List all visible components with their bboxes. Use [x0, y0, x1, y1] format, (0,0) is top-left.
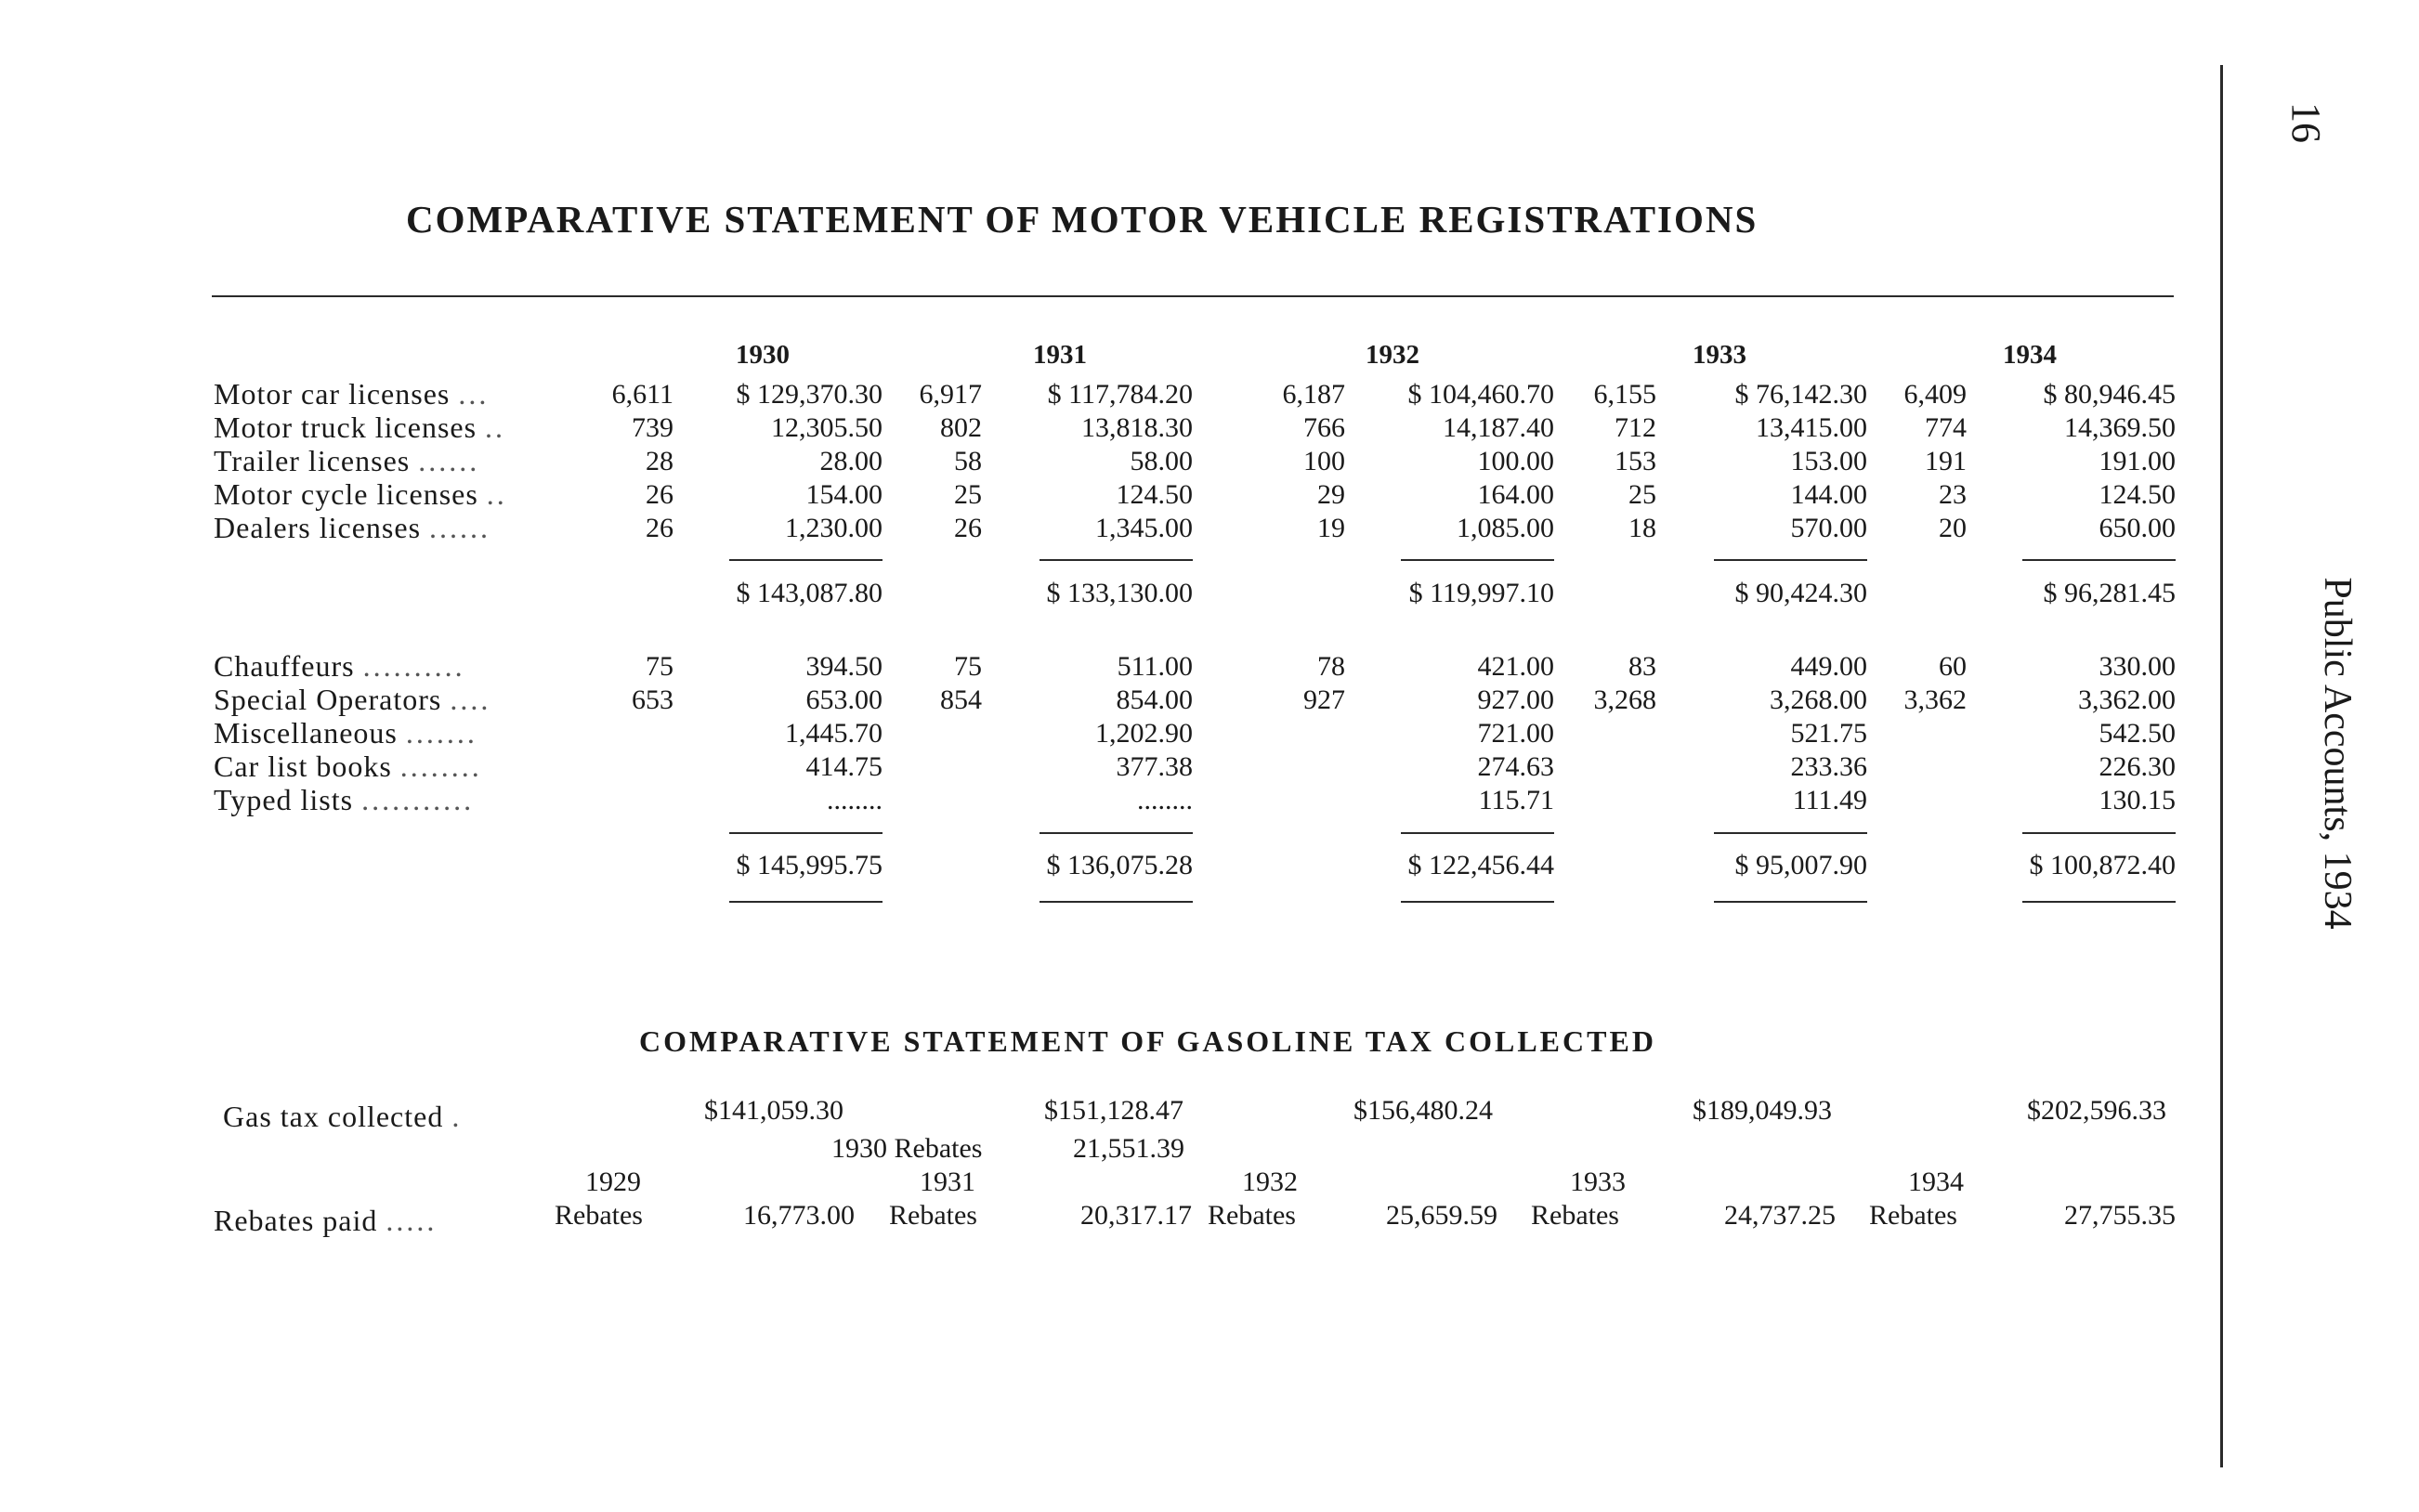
amount-cell: $ 117,784.20: [1047, 379, 1193, 410]
rebate-year: 1929: [585, 1167, 641, 1197]
amount-cell: 653.00: [805, 684, 883, 715]
gas-collected-cell: $141,059.30: [704, 1095, 843, 1126]
count-cell: 6,917: [919, 379, 982, 410]
count-cell: 153: [1615, 446, 1656, 476]
double-rule: [2022, 901, 2176, 903]
amount-cell: 154.00: [805, 479, 883, 510]
rebates-word: Rebates: [1531, 1200, 1619, 1231]
row-label-text: Motor truck licenses: [214, 411, 477, 444]
amount-cell: 1,345.00: [1095, 513, 1193, 543]
title-rule: [212, 295, 2174, 297]
row-label: [214, 651, 465, 681]
gas-collected-cell: $202,596.33: [2027, 1095, 2166, 1126]
count-cell: 25: [954, 479, 982, 510]
amount-cell: 28.00: [819, 446, 883, 476]
row-label-text: Chauffeurs: [214, 649, 355, 683]
amount-cell: 14,369.50: [2064, 412, 2176, 443]
row-label-leader: ...: [458, 377, 490, 411]
count-cell: 191: [1925, 446, 1967, 476]
amount-cell: $ 104,460.70: [1407, 379, 1554, 410]
row-label: [214, 446, 479, 476]
rebates-1930-label: 1930 Rebates: [831, 1133, 983, 1164]
rebate-amount: 16,773.00: [743, 1200, 855, 1231]
total-cell: $ 100,872.40: [2029, 850, 2176, 880]
total-rule: [1401, 832, 1554, 834]
rebate-year: 1932: [1242, 1167, 1298, 1197]
amount-cell: $ 80,946.45: [2043, 379, 2176, 410]
row-label: [214, 785, 474, 815]
rebate-amount: 25,659.59: [1386, 1200, 1497, 1231]
amount-cell: ........: [827, 785, 883, 815]
row-label-text: Motor car licenses: [214, 377, 451, 411]
gasoline-title: COMPARATIVE STATEMENT OF GASOLINE TAX COLLECTED: [639, 1024, 1656, 1058]
subtotal-cell: $ 90,424.30: [1734, 578, 1867, 608]
rebates-word: Rebates: [555, 1200, 643, 1231]
amount-cell: 414.75: [805, 751, 883, 782]
total-rule: [1040, 832, 1193, 834]
amount-cell: 1,445.70: [785, 718, 883, 749]
amount-cell: 1,085.00: [1457, 513, 1554, 543]
year-header: 1932: [1366, 340, 1419, 370]
rebates-word: Rebates: [1208, 1200, 1296, 1231]
count-cell: 29: [1317, 479, 1345, 510]
amount-cell: 13,415.00: [1756, 412, 1867, 443]
amount-cell: 13,818.30: [1081, 412, 1193, 443]
page-number: 16: [2283, 102, 2329, 143]
amount-cell: 233.36: [1790, 751, 1867, 782]
count-cell: 927: [1303, 684, 1345, 715]
count-cell: 18: [1628, 513, 1656, 543]
row-label-text: Dealers licenses: [214, 511, 422, 544]
row-label-leader: ..: [486, 477, 507, 511]
row-label-leader: ......: [429, 511, 491, 544]
gas-collected-cell: $189,049.93: [1693, 1095, 1832, 1126]
amount-cell: 58.00: [1130, 446, 1193, 476]
row-label: [214, 684, 490, 714]
row-label-leader: ........: [399, 749, 482, 783]
count-cell: 100: [1303, 446, 1345, 476]
amount-cell: 115.71: [1478, 785, 1554, 815]
year-header: 1933: [1693, 340, 1746, 370]
count-cell: 60: [1939, 651, 1967, 682]
row-label: [214, 479, 507, 509]
subtotal-rule: [2022, 559, 2176, 561]
count-cell: 854: [940, 684, 982, 715]
count-cell: 26: [954, 513, 982, 543]
amount-cell: 3,268.00: [1770, 684, 1867, 715]
count-cell: 78: [1317, 651, 1345, 682]
total-rule: [2022, 832, 2176, 834]
amount-cell: 650.00: [2099, 513, 2176, 543]
gas-collected-cell: $156,480.24: [1353, 1095, 1493, 1126]
amount-cell: 100.00: [1477, 446, 1554, 476]
amount-cell: 153.00: [1790, 446, 1867, 476]
subtotal-rule: [729, 559, 883, 561]
rebate-amount: 27,755.35: [2064, 1200, 2176, 1231]
amount-cell: 14,187.40: [1443, 412, 1554, 443]
rebates-paid-label: [214, 1206, 437, 1235]
total-rule: [729, 832, 883, 834]
rebate-amount: 20,317.17: [1080, 1200, 1192, 1231]
rebates-1930-value: 21,551.39: [1073, 1133, 1184, 1164]
count-cell: 712: [1615, 412, 1656, 443]
rebate-year: 1931: [920, 1167, 975, 1197]
amount-cell: 394.50: [805, 651, 883, 682]
amount-cell: 124.50: [2099, 479, 2176, 510]
total-cell: $ 95,007.90: [1734, 850, 1867, 880]
double-rule: [1040, 901, 1193, 903]
gas-tax-collected-label: [223, 1101, 462, 1131]
registrations-title: COMPARATIVE STATEMENT OF MOTOR VEHICLE REGISTRATIONS: [406, 198, 1759, 241]
amount-cell: 927.00: [1477, 684, 1554, 715]
rebate-amount: 24,737.25: [1724, 1200, 1836, 1231]
subtotal-cell: $ 96,281.45: [2043, 578, 2176, 608]
amount-cell: 421.00: [1477, 651, 1554, 682]
count-cell: 28: [646, 446, 673, 476]
row-label-leader: ..: [485, 411, 506, 444]
count-cell: 20: [1939, 513, 1967, 543]
row-label-leader: ...........: [361, 783, 475, 816]
subtotal-cell: $ 143,087.80: [736, 578, 883, 608]
row-label-text: Special Operators: [214, 683, 442, 716]
year-header: 1930: [736, 340, 790, 370]
rebates-paid-text: Rebates paid: [214, 1204, 378, 1237]
count-cell: 26: [646, 513, 673, 543]
rebates-paid-leader: .....: [386, 1204, 438, 1237]
subtotal-rule: [1040, 559, 1193, 561]
count-cell: 26: [646, 479, 673, 510]
amount-cell: 164.00: [1477, 479, 1554, 510]
count-cell: 6,155: [1593, 379, 1656, 410]
count-cell: 19: [1317, 513, 1345, 543]
amount-cell: 449.00: [1790, 651, 1867, 682]
count-cell: 802: [940, 412, 982, 443]
gas-collected-cell: $151,128.47: [1044, 1095, 1183, 1126]
count-cell: 58: [954, 446, 982, 476]
amount-cell: $ 129,370.30: [736, 379, 883, 410]
subtotal-cell: $ 133,130.00: [1046, 578, 1193, 608]
gas-tax-collected-text: Gas tax collected: [223, 1100, 444, 1133]
amount-cell: 1,202.90: [1095, 718, 1193, 749]
amount-cell: 144.00: [1790, 479, 1867, 510]
row-label-leader: .......: [405, 716, 477, 749]
count-cell: 75: [954, 651, 982, 682]
rebate-year: 1933: [1570, 1167, 1626, 1197]
amount-cell: 570.00: [1790, 513, 1867, 543]
row-label: [214, 412, 505, 442]
row-label-text: Trailer licenses: [214, 444, 411, 477]
margin-rule: [2220, 65, 2223, 1467]
row-label: [214, 718, 477, 748]
amount-cell: 721.00: [1477, 718, 1554, 749]
amount-cell: 130.15: [2099, 785, 2176, 815]
count-cell: 83: [1628, 651, 1656, 682]
double-rule: [1714, 901, 1867, 903]
count-cell: 774: [1925, 412, 1967, 443]
subtotal-rule: [1401, 559, 1554, 561]
subtotal-rule: [1714, 559, 1867, 561]
total-cell: $ 136,075.28: [1046, 850, 1193, 880]
amount-cell: 3,362.00: [2078, 684, 2176, 715]
count-cell: 766: [1303, 412, 1345, 443]
row-label-leader: ..........: [362, 649, 465, 683]
subtotal-cell: $ 119,997.10: [1408, 578, 1554, 608]
row-label-text: Car list books: [214, 749, 392, 783]
count-cell: 6,611: [611, 379, 673, 410]
double-rule: [729, 901, 883, 903]
amount-cell: $ 76,142.30: [1734, 379, 1867, 410]
count-cell: 3,362: [1903, 684, 1967, 715]
total-cell: $ 145,995.75: [736, 850, 883, 880]
rebates-word: Rebates: [1869, 1200, 1957, 1231]
row-label: [214, 513, 490, 542]
total-cell: $ 122,456.44: [1407, 850, 1554, 880]
amount-cell: ........: [1137, 785, 1193, 815]
amount-cell: 111.49: [1792, 785, 1867, 815]
amount-cell: 542.50: [2099, 718, 2176, 749]
count-cell: 653: [632, 684, 673, 715]
amount-cell: 521.75: [1790, 718, 1867, 749]
amount-cell: 274.63: [1477, 751, 1554, 782]
row-label-leader: ....: [450, 683, 491, 716]
count-cell: 25: [1628, 479, 1656, 510]
count-cell: 6,187: [1282, 379, 1345, 410]
amount-cell: 191.00: [2099, 446, 2176, 476]
row-label-text: Motor cycle licenses: [214, 477, 478, 511]
year-header: 1931: [1033, 340, 1087, 370]
amount-cell: 330.00: [2099, 651, 2176, 682]
row-label-leader: ......: [418, 444, 480, 477]
count-cell: 23: [1939, 479, 1967, 510]
amount-cell: 12,305.50: [771, 412, 883, 443]
total-rule: [1714, 832, 1867, 834]
rebate-year: 1934: [1908, 1167, 1964, 1197]
count-cell: 3,268: [1593, 684, 1656, 715]
row-label: [214, 751, 482, 781]
count-cell: 6,409: [1903, 379, 1967, 410]
running-head: Public Accounts, 1934: [2316, 577, 2359, 930]
row-label-text: Typed lists: [214, 783, 354, 816]
amount-cell: 511.00: [1117, 651, 1193, 682]
year-header: 1934: [2003, 340, 2057, 370]
row-label: [214, 379, 489, 409]
amount-cell: 1,230.00: [785, 513, 883, 543]
amount-cell: 124.50: [1116, 479, 1193, 510]
amount-cell: 226.30: [2099, 751, 2176, 782]
row-label-text: Miscellaneous: [214, 716, 398, 749]
amount-cell: 854.00: [1116, 684, 1193, 715]
rebates-word: Rebates: [889, 1200, 977, 1231]
count-cell: 739: [632, 412, 673, 443]
amount-cell: 377.38: [1116, 751, 1193, 782]
gas-tax-collected-leader: .: [451, 1100, 463, 1133]
count-cell: 75: [646, 651, 673, 682]
double-rule: [1401, 901, 1554, 903]
